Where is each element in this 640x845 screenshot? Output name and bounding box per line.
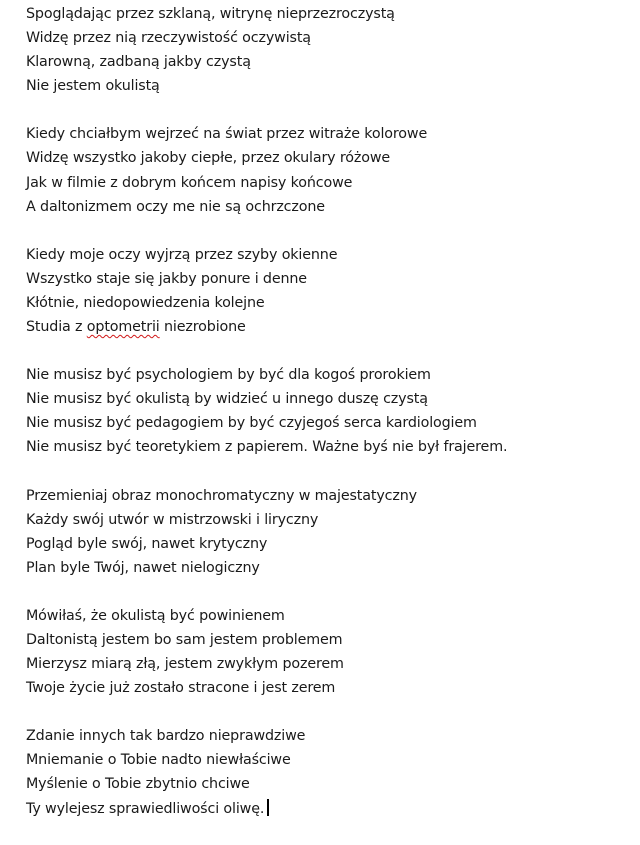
poem-line: Mniemanie o Tobie nadto niewłaściwe — [26, 752, 291, 769]
spellcheck-flagged-word[interactable]: optometrii — [86, 319, 160, 336]
poem-line: Plan byle Twój, nawet nielogiczny — [26, 559, 260, 576]
stanza-3 — [26, 243, 626, 339]
poem-line: Nie musisz być psychologiem by być dla kogoś prorokiem — [26, 367, 431, 384]
poem-line: Wszystko staje się jakby ponure i denne — [26, 270, 307, 287]
poem-line: Pogląd byle swój, nawet krytyczny — [26, 535, 268, 552]
poem-line: Klarowną, zadbaną jakby czystą — [26, 54, 251, 71]
poem-line-last — [26, 797, 626, 821]
poem-line: Każdy swój utwór w mistrzowski i liryczny — [26, 511, 319, 528]
stanza-5 — [26, 484, 626, 580]
poem-line: Przemieniaj obraz monochromatyczny w majestatyczny — [26, 487, 417, 504]
text-cursor — [267, 799, 269, 816]
poem-line: Kiedy chciałbym wejrzeć na świat przez witraże kolorowe — [26, 126, 428, 143]
poem-line: Nie musisz być teoretykiem z papierem. Ważne byś nie był frajerem. — [26, 439, 508, 456]
last-line-text: Ty wylejesz sprawiedliwości oliwę. — [26, 800, 265, 817]
poem-line: Kiedy moje oczy wyjrzą przez szyby okienne — [26, 246, 338, 263]
stanza-1 — [26, 2, 626, 98]
poem-line: Myślenie o Tobie zbytnio chciwe — [26, 776, 250, 793]
stanza-4 — [26, 363, 626, 459]
poem-line: Daltonistą jestem bo sam jestem problemem — [26, 631, 343, 648]
poem-body[interactable] — [26, 2, 626, 845]
line-prefix: Studia z — [26, 319, 87, 336]
line-suffix: niezrobione — [159, 319, 246, 336]
poem-line: Nie musisz być okulistą by widzieć u innego duszę czystą — [26, 391, 428, 408]
poem-line: Spoglądając przez szklaną, witrynę nieprzezroczystą — [26, 6, 395, 22]
poem-line: Widzę przez nią rzeczywistość oczywistą — [26, 30, 311, 47]
stanza-2 — [26, 122, 626, 218]
poem-line-spellcheck — [26, 315, 626, 339]
poem-line: Jak w filmie z dobrym końcem napisy końcowe — [26, 174, 353, 191]
poem-line: Mówiłaś, że okulistą być powinienem — [26, 607, 285, 624]
poem-line: Mierzysz miarą złą, jestem zwykłym pozerem — [26, 656, 344, 673]
poem-line: Widzę wszystko jakoby ciepłe, przez okulary różowe — [26, 150, 391, 167]
poem-line: A daltonizmem oczy me nie są ochrzczone — [26, 198, 325, 215]
poem-line: Twoje życie już zostało stracone i jest zerem — [26, 680, 336, 697]
poem-line: Nie jestem okulistą — [26, 78, 160, 95]
poem-line: Nie musisz być pedagogiem by być czyjegoś serca kardiologiem — [26, 415, 477, 432]
stanza-6 — [26, 604, 626, 700]
stanza-7 — [26, 724, 626, 820]
poem-line: Zdanie innych tak bardzo nieprawdziwe — [26, 728, 306, 745]
poem-line: Kłótnie, niedopowiedzenia kolejne — [26, 294, 265, 311]
